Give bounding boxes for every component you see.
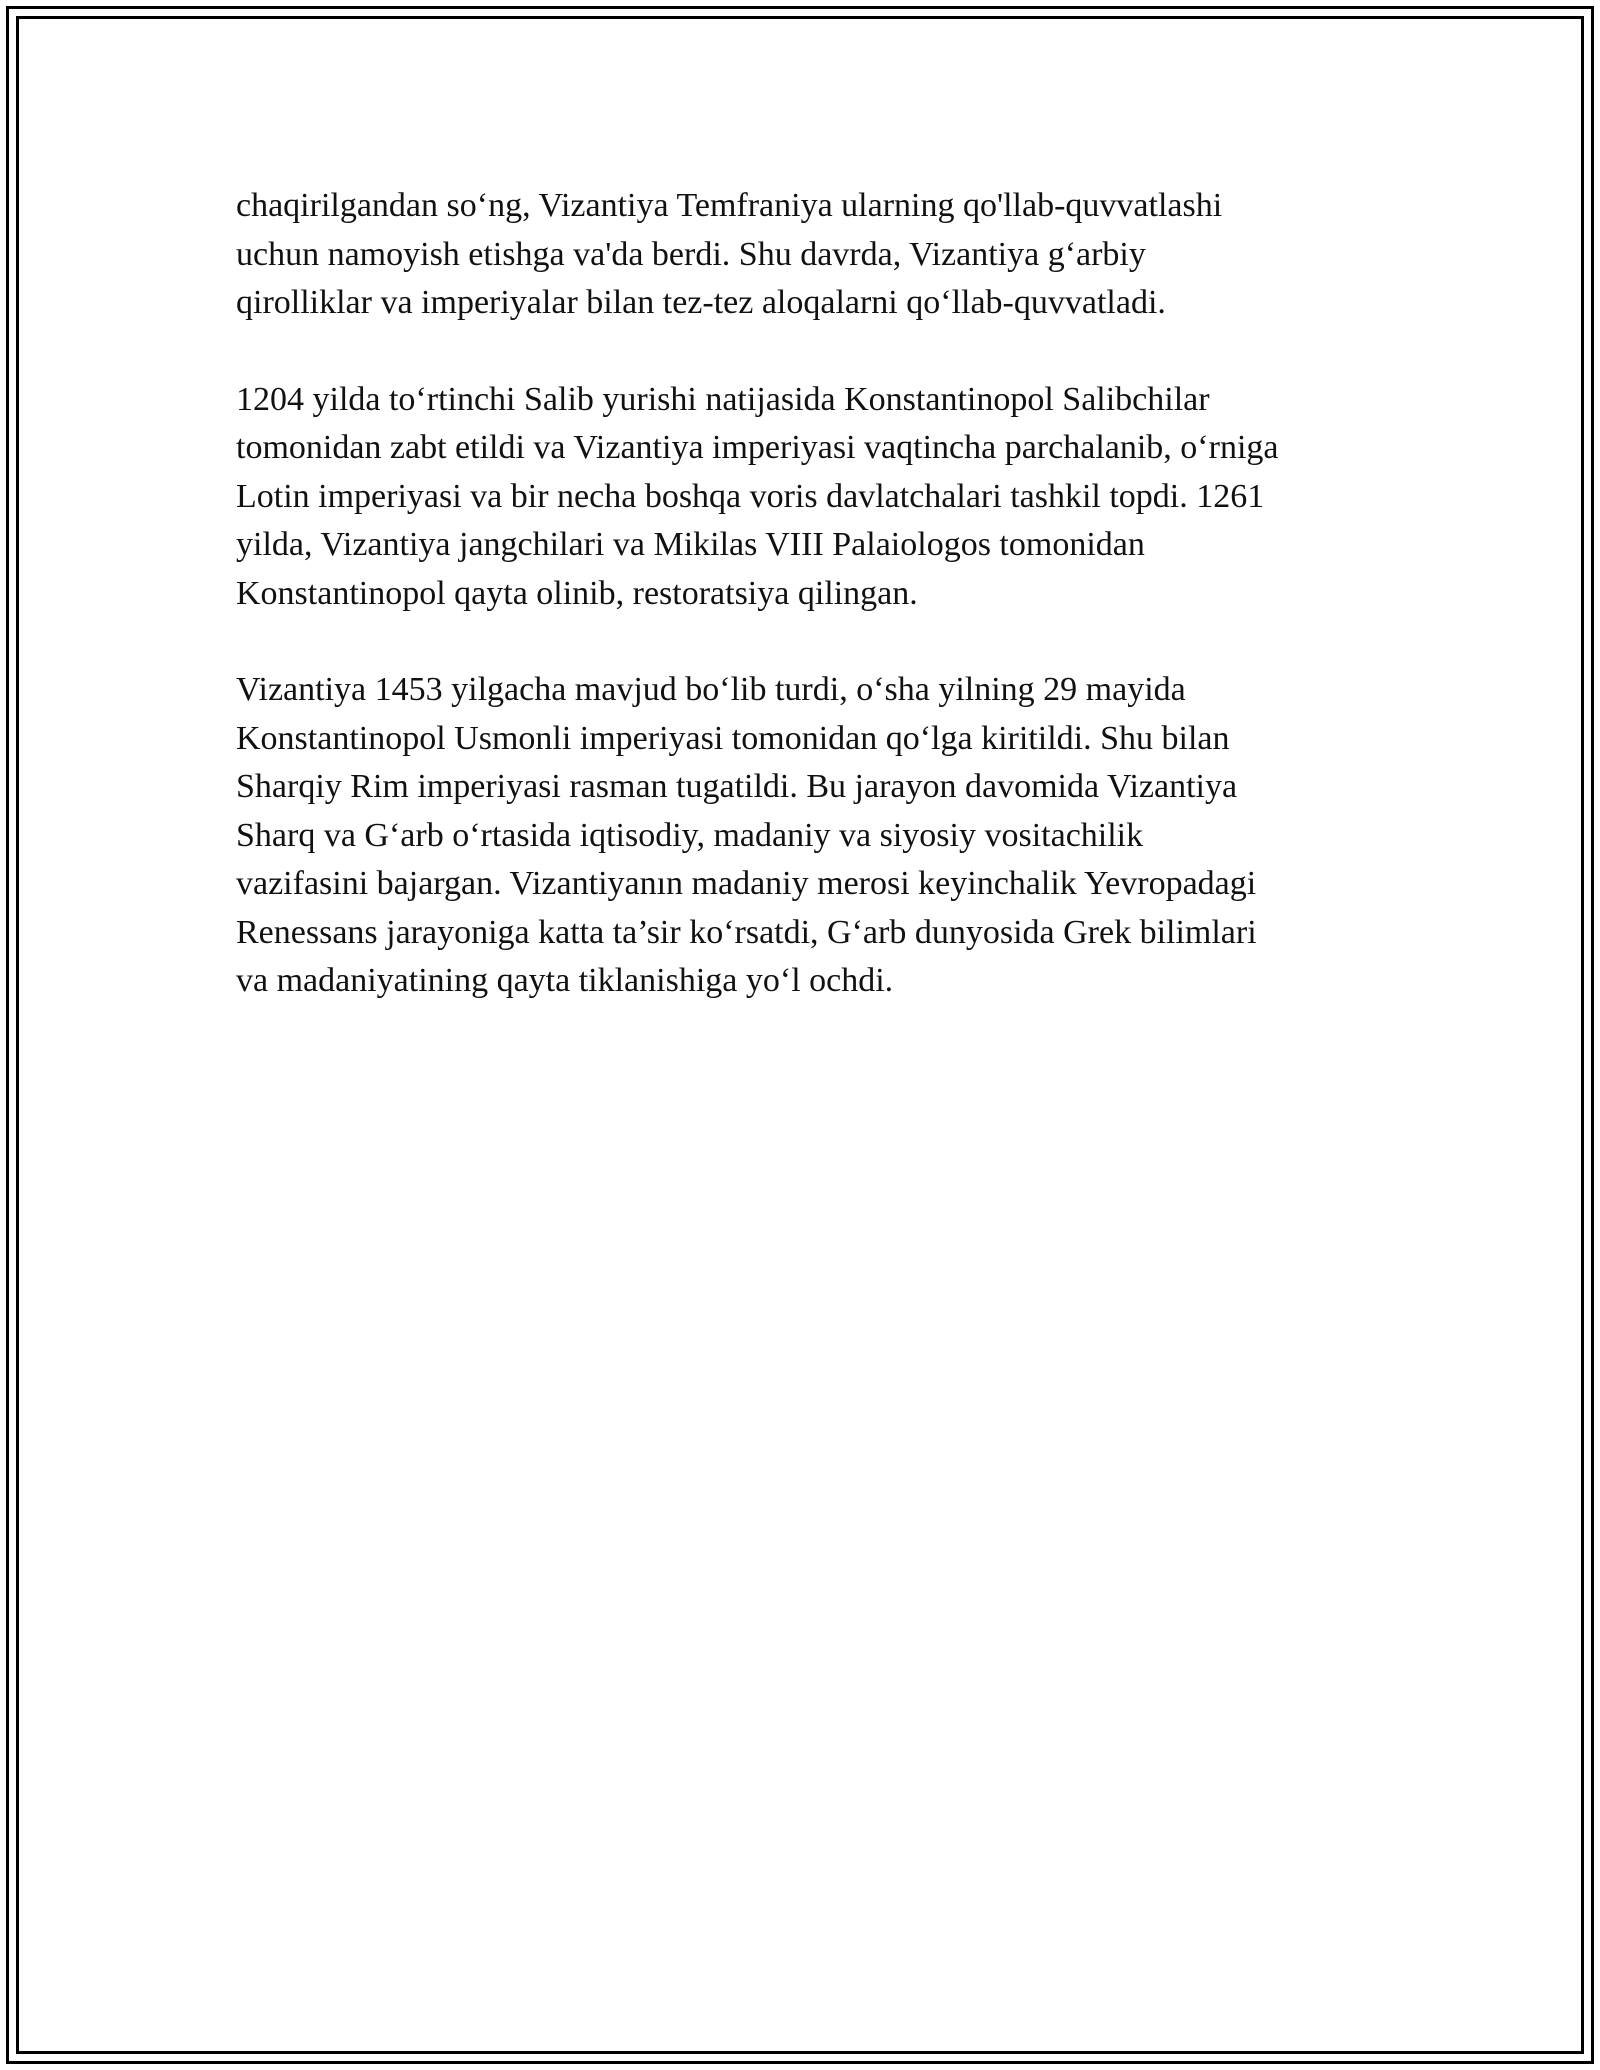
document-body — [236, 182, 1386, 1054]
paragraph-2: 1204 yilda to‘rtinchi Salib yurishi natijasida Konstantinopol Salibchilar tomonidan zabt etildi va Vizantiya imperiyasi vaqtincha parchalanib, o‘rniga Lotin imperiyasi va bir necha boshqa voris davlatchalari tashkil topdi. 1261 yilda, Vizantiya jangchilari va Mikilas VIII Palaiologos tomonidan Konstantinopol qayta olinib, restoratsiya qilingan. — [236, 380, 1279, 612]
paragraph-3: Vizantiya 1453 yilgacha mavjud bo‘lib turdi, o‘sha yilning 29 mayida Konstantinopol Usmonli imperiyasi tomonidan qo‘lga kiritildi. Shu bilan Sharqiy Rim imperiyasi rasman tugatildi. Bu jarayon davomida Vizantiya Sharq va G‘arb o‘rtasida iqtisodiy, madaniy va siyosiy vositachilik vazifasini bajargan. Vizantiyanın madaniy merosi keyinchalik Yevropadagi Renessans jarayoniga katta ta’sir ko‘rsatdi, G‘arb dunyosida Grek bilimlari va madaniyatining qayta tiklanishiga yo‘l ochdi. — [236, 671, 1257, 999]
paragraph-1: chaqirilgandan so‘ng, Vizantiya Temfraniya ularning qo'llab-quvvatlashi uchun namoyish etishga va'da berdi. Shu davrda, Vizantiya g‘arbiy qirolliklar va imperiyalar bilan tez-tez aloqalarni qo‘llab-quvvatladi. — [236, 187, 1223, 321]
